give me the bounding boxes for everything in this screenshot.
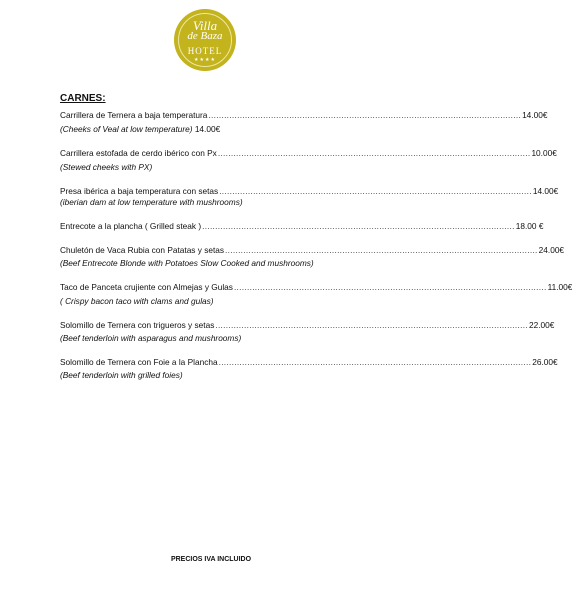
dish-price: 14.00€ xyxy=(532,186,559,196)
dish-price: 22.00€ xyxy=(528,320,555,330)
menu-item-row xyxy=(60,221,544,231)
menu-item xyxy=(60,221,544,231)
section-heading-carnes: CARNES: xyxy=(60,93,106,104)
dish-price: 26.00€ xyxy=(532,357,558,367)
dot-leader: ........................................................................................................................ xyxy=(202,221,515,231)
menu-item-row xyxy=(60,110,548,120)
dish-price: 18.00 € xyxy=(515,221,544,231)
logo-stars: ★★★★ xyxy=(194,57,216,63)
dish-english: (Cheeks of Veal at low temperature) xyxy=(60,124,193,134)
dish-english: ( Crispy bacon taco with clams and gulas) xyxy=(60,296,214,306)
menu-item xyxy=(60,320,555,343)
menu-item-row xyxy=(60,245,565,255)
menu-item xyxy=(60,110,548,134)
menu-item-row xyxy=(60,148,557,158)
dot-leader: ........................................................................................................................ xyxy=(208,110,522,120)
menu-item xyxy=(60,357,558,380)
dot-leader: ........................................................................................................................ xyxy=(225,245,538,255)
dish-name: Solomillo de Ternera con Foie a la Plancha xyxy=(60,357,218,367)
menu-item-row xyxy=(60,282,572,292)
dot-leader: ........................................................................................................................ xyxy=(219,186,532,196)
menu-item xyxy=(60,282,572,306)
dish-name: Carrillera de Ternera a baja temperatura xyxy=(60,110,208,120)
menu-item xyxy=(60,245,565,268)
logo-text-baza: de Baza xyxy=(187,30,223,42)
hotel-logo xyxy=(174,9,236,71)
dish-name: Solomillo de Ternera con trigueros y setas xyxy=(60,320,215,330)
menu-item xyxy=(60,148,557,172)
menu-item-row xyxy=(60,320,555,330)
menu-item-row xyxy=(60,186,559,196)
dish-name: Taco de Panceta crujiente con Almejas y Gulas xyxy=(60,282,233,292)
dish-english: (Beef Entrecote Blonde with Potatoes Slow Cooked and mushrooms) xyxy=(60,258,314,268)
dot-leader: ........................................................................................................................ xyxy=(218,357,532,367)
dish-price: 11.00€ xyxy=(547,282,572,292)
dish-name: Presa ibérica a baja temperatura con setas xyxy=(60,186,219,196)
dish-price: 14.00€ xyxy=(522,110,548,120)
dish-english: (Beef tenderloin with asparagus and mushrooms) xyxy=(60,333,242,343)
dish-name: Chuletón de Vaca Rubia con Patatas y setas xyxy=(60,245,225,255)
footer-vat-note: PRECIOS IVA INCLUIDO xyxy=(170,556,252,563)
logo-text-villa: Villa xyxy=(192,18,218,33)
dish-price: 24.00€ xyxy=(538,245,565,255)
menu-item-row xyxy=(60,357,558,367)
dish-english-line xyxy=(60,124,366,134)
dot-leader: ........................................................................................................................ xyxy=(215,320,528,330)
dish-price: 10.00€ xyxy=(531,148,557,158)
dish-english-price: 14.00€ xyxy=(192,124,221,134)
dish-name: Entrecote a la plancha ( Grilled steak ) xyxy=(60,221,202,231)
dish-english: (Stewed cheeks with PX) xyxy=(60,162,153,172)
dot-leader: ........................................................................................................................ xyxy=(217,148,531,158)
dot-leader: ........................................................................................................................ xyxy=(233,282,547,292)
dish-english: (iberian dam at low temperature with mushrooms) xyxy=(60,197,243,207)
dish-english: (Beef tenderloin with grilled foies) xyxy=(60,370,183,380)
dish-name: Carrillera estofada de cerdo ibérico con Px xyxy=(60,148,217,158)
menu-item xyxy=(60,186,559,207)
menu-list xyxy=(60,110,572,380)
logo-text-hotel: HOTEL xyxy=(187,46,223,56)
